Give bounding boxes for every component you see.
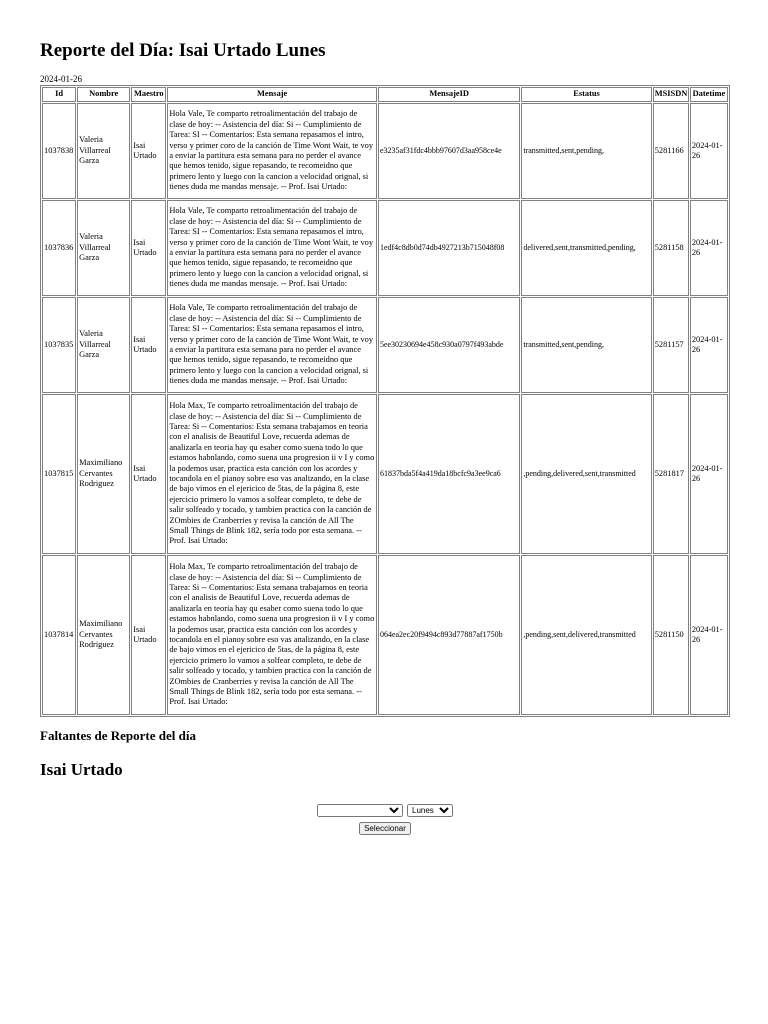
cell-mensaje-id: 5ee30230694e458c930a0797f493abde xyxy=(378,297,520,393)
cell-estatus: ,pending,delivered,sent,transmitted xyxy=(521,394,651,554)
cell-maestro: Isai Urtado xyxy=(131,200,166,296)
cell-mensaje: Hola Max, Te comparto retroalimentación del trabajo de clase de hoy: -- Asistencia del día: Si -- Cumplimiento de Tarea: Si -- Comentarios: Esta semana trabajamos en teoria con el analisis de Beautiful Love, recuerda ademas de analizarla en teoria hay qu esaber como suena todo lo que estamos habnlando, como suena una progresion ii v I y como la podemos usar, practica esta canción con los acordes y tocandola en el pianoy sobre eso vas analizando, en la clase de bajo vimos en el ejericico de 5tas, de la página 8, este ejercicio primero lo vamos a solfear completo, te debe de salir solfeado y tocado, y tambien practica con la canción de ZOmbies de Cranberries y revisa la canción de All The Small Things de Blink 182, sería todo por esta semana. -- Prof. Isai Urtado: xyxy=(167,394,377,554)
header-mensaje: Mensaje xyxy=(167,87,377,102)
table-row xyxy=(42,394,728,554)
cell-nombre: Valeria Villarreal Garza xyxy=(77,103,130,199)
header-nombre: Nombre xyxy=(77,87,130,102)
cell-id: 1037838 xyxy=(42,103,76,199)
header-datetime: Datetime xyxy=(690,87,728,102)
cell-datetime: 2024-01-26 xyxy=(690,555,728,715)
cell-mensaje-id: e3235af31fdc4bbb97607d3aa958ce4e xyxy=(378,103,520,199)
select-button[interactable]: Seleccionar xyxy=(359,822,411,835)
cell-maestro: Isai Urtado xyxy=(131,555,166,715)
table-row xyxy=(42,555,728,715)
day-select[interactable] xyxy=(407,804,453,817)
header-estatus: Estatus xyxy=(521,87,651,102)
cell-maestro: Isai Urtado xyxy=(131,394,166,554)
cell-estatus: transmitted,sent,pending, xyxy=(521,297,651,393)
cell-msisdn: 5281157 xyxy=(653,297,689,393)
report-date: 2024-01-26 xyxy=(40,74,82,84)
cell-msisdn: 5281158 xyxy=(653,200,689,296)
cell-estatus: ,pending,sent,delivered,transmitted xyxy=(521,555,651,715)
cell-id: 1037815 xyxy=(42,394,76,554)
page-title: Reporte del Día: Isai Urtado Lunes xyxy=(40,40,326,61)
cell-msisdn: 5281166 xyxy=(653,103,689,199)
table-row xyxy=(42,297,728,393)
cell-nombre: Maximiliano Cervantes Rodriguez xyxy=(77,394,130,554)
cell-datetime: 2024-01-26 xyxy=(690,200,728,296)
table-header-row xyxy=(42,87,728,102)
teacher-heading: Isai Urtado xyxy=(40,760,123,779)
header-msisdn: MSISDN xyxy=(653,87,689,102)
cell-mensaje: Hola Vale, Te comparto retroalimentación del trabajo de clase de hoy: -- Asistencia del día: Si -- Cumplimiento de Tarea: SI -- Comentarios: Esta semana repasamos el intro, verso y primer coro de la canción de Time Wont Wait, te voy a enviar la partitura esta semana para no perder el avance que hemos tenido, sigue repasando, te recomeidno que primero lento y luego con la cancion a velocidad orignal, si tienes duda me mandas mensaje. -- Prof. Isai Urtado: xyxy=(167,297,377,393)
cell-msisdn: 5281817 xyxy=(653,394,689,554)
cell-mensaje-id: 064ea2ec20f9494c893d77887af1750b xyxy=(378,555,520,715)
cell-msisdn: 5281150 xyxy=(653,555,689,715)
cell-mensaje: Hola Vale, Te comparto retroalimentación del trabajo de clase de hoy: -- Asistencia del día: Si -- Cumplimiento de Tarea: SI -- Comentarios: Esta semana repasamos el intro, verso y primer coro de la canción de Time Wont Wait, te voy a enviar la partitura esta semana para no perder el avance que hemos tenido, sigue repasando, te recomeidno que primero lento y luego con la cancion a velocidad orignal, si tienes duda me mandas mensaje. -- Prof. Isai Urtado: xyxy=(167,103,377,199)
cell-datetime: 2024-01-26 xyxy=(690,103,728,199)
teacher-select[interactable] xyxy=(317,804,403,817)
header-mensaje-id: MensajeID xyxy=(378,87,520,102)
cell-mensaje-id: 61837bda5f4a419da18bcfc9a3ee9ca6 xyxy=(378,394,520,554)
cell-datetime: 2024-01-26 xyxy=(690,297,728,393)
cell-nombre: Valeria Villarreal Garza xyxy=(77,200,130,296)
cell-maestro: Isai Urtado xyxy=(131,103,166,199)
cell-id: 1037836 xyxy=(42,200,76,296)
header-id: Id xyxy=(42,87,76,102)
report-table xyxy=(40,85,730,717)
cell-nombre: Valeria Villarreal Garza xyxy=(77,297,130,393)
cell-mensaje-id: 1edf4c8db0d74db4927213b715048f08 xyxy=(378,200,520,296)
table-row xyxy=(42,200,728,296)
cell-id: 1037814 xyxy=(42,555,76,715)
cell-estatus: delivered,sent,transmitted,pending, xyxy=(521,200,651,296)
cell-id: 1037835 xyxy=(42,297,76,393)
cell-datetime: 2024-01-26 xyxy=(690,394,728,554)
header-maestro: Maestro xyxy=(131,87,166,102)
missing-reports-heading: Faltantes de Reporte del día xyxy=(40,728,196,743)
cell-mensaje: Hola Vale, Te comparto retroalimentación del trabajo de clase de hoy: -- Asistencia del día: Si -- Cumplimiento de Tarea: SI -- Comentarios: Esta semana repasamos el intro, verso y primer coro de la canción de Time Wont Wait, te voy a enviar la partitura esta semana para no perder el avance que hemos tenido, sigue repasando, te recomeidno que primero lento y luego con la cancion a velocidad orignal, si tienes duda me mandas mensaje. -- Prof. Isai Urtado: xyxy=(167,200,377,296)
cell-nombre: Maximiliano Cervantes Rodriguez xyxy=(77,555,130,715)
cell-estatus: transmitted,sent,pending, xyxy=(521,103,651,199)
cell-maestro: Isai Urtado xyxy=(131,297,166,393)
cell-mensaje: Hola Max, Te comparto retroalimentación del trabajo de clase de hoy: -- Asistencia del día: Si -- Cumplimiento de Tarea: Si -- Comentarios: Esta semana trabajamos en teoria con el analisis de Beautiful Love, recuerda ademas de analizarla en teoria hay qu esaber como suena todo lo que estamos habnlando, como suena una progresion ii v I y como la podemos usar, practica esta canción con los acordes y tocandola en el pianoy sobre eso vas analizando, en la clase de bajo vimos en el ejericico de 5tas, de la página 8, este ejercicio primero lo vamos a solfear completo, te debe de salir solfeado y tocado, y tambien practica con la canción de ZOmbies de Cranberries y revisa la canción de All The Small Things de Blink 182, sería todo por esta semana. -- Prof. Isai Urtado: xyxy=(167,555,377,715)
selection-form xyxy=(40,800,730,836)
table-row xyxy=(42,103,728,199)
